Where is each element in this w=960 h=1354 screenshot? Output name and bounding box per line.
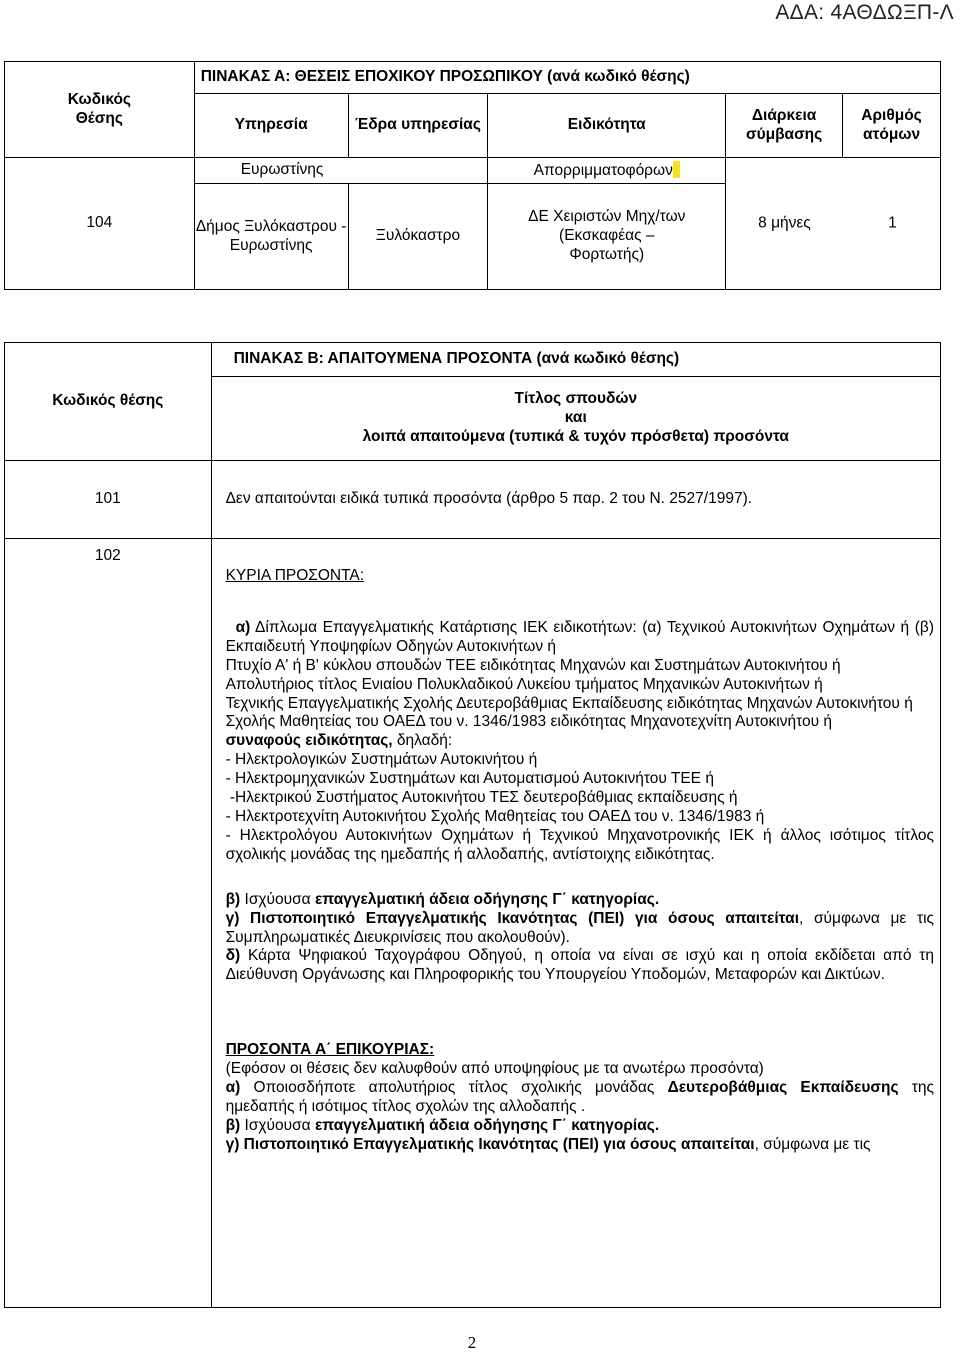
ada-code: ΑΔΑ: 4ΑΘΔΩΞΠ-Λ xyxy=(775,1,954,24)
row-service: Δήμος Ξυλόκαστρου - Ευρωστίνης xyxy=(194,184,348,290)
table-b xyxy=(4,342,941,1308)
row-101-text: Δεν απαιτούνται ειδικά τυπικά προσόντα (άρθρο 5 παρ. 2 του Ν. 2527/1997). xyxy=(211,461,940,539)
qual-a-line: Σχολής Μαθητείας του ΟΑΕΔ του ν. 1346/1983 ειδικότητας Μηχανοτεχνίτη Αυτοκινήτου ή xyxy=(225,713,833,731)
row-102-code: 102 xyxy=(5,539,212,1308)
row-duration: 8 μήνες xyxy=(758,214,811,232)
qual-bullet: - Ηλεκτροτεχνίτη Αυτοκινήτου Σχολής Μαθητείας του ΟΑΕΔ του ν. 1346/1983 ή xyxy=(225,807,765,825)
row-code: 104 xyxy=(5,158,195,290)
qual-c: γ) Πιστοποιητικό Επαγγελματικής Ικανότητας (ΠΕΙ) για όσους απαιτείται, σύμφωνα με τις Συμπληρωματικές Διευκρινίσεις που ακολουθούν). xyxy=(225,909,934,946)
group-specialty: Απορριμματοφόρων xyxy=(488,158,726,184)
row-seat: Ξυλόκαστρο xyxy=(348,184,488,290)
aux-note: (Εφόσον οι θέσεις δεν καλυφθούν από υποψηφίους με τα ανωτέρω προσόντα) xyxy=(225,1060,764,1078)
qual-a-line: Τεχνικής Επαγγελματικής Σχολής Δευτεροβάθμιας Εκπαίδευσης ειδικότητας Μηχανών Αυτοκινήτου ή xyxy=(225,694,913,712)
qual-a: α) Δίπλωμα Επαγγελματικής Κατάρτισης ΙΕΚ ειδικοτήτων: (α) Τεχνικού Αυτοκινήτων Οχημάτων ή (β) Εκπαιδευτή Υποψηφίων Οδηγών Αυτοκινήτων ή xyxy=(225,618,934,655)
qual-bullet: -Ηλεκτρικού Συστήματος Αυτοκινήτου ΤΕΣ δευτεροβάθμιας εκπαίδευσης ή xyxy=(225,789,738,807)
qual-d: δ) Κάρτα Ψηφιακού Ταχογράφου Οδηγού, η οποία να είναι σε ισχύ και η οποία εκδίδεται από τη Διεύθυνση Οργάνωσης και Πληροφορικής του Υπουργείου Υποδομών, Μεταφορών και Δικτύων. xyxy=(225,947,934,984)
qual-bullet: - Ηλεκτρολογικών Συστημάτων Αυτοκινήτου ή xyxy=(225,751,538,769)
table-a-title: ΠΙΝΑΚΑΣ Α: ΘΕΣΕΙΣ ΕΠΟΧΙΚΟΥ ΠΡΟΣΩΠΙΚΟΥ (ανά κωδικό θέσης) xyxy=(194,62,940,94)
row-count: 1 xyxy=(888,214,897,232)
row-102-text xyxy=(211,539,940,1308)
aux-b: β) Ισχύουσα επαγγελματική άδεια οδήγησης Γ΄ κατηγορίας. xyxy=(225,1116,660,1134)
aux-heading: ΠΡΟΣΟΝΤΑ Α΄ ΕΠΙΚΟΥΡΙΑΣ: xyxy=(225,1041,435,1059)
qual-a-line: Απολυτήριος τίτλος Ενιαίου Πολυκλαδικού Λυκείου τμήματος Μηχανικών Αυτοκινήτων ή xyxy=(225,675,823,693)
col-count-header: Αριθμός ατόμων xyxy=(843,94,941,158)
qual-bullet: - Ηλεκτρολόγου Αυτοκινήτων Οχημάτων ή Τεχνικού Μηχανοτρονικής ΙΕΚ ή άλλος ισότιμος τίτλος σχολικής μονάδας της ημεδαπής ή αλλοδαπής, αντίστοιχης ειδικότητας. xyxy=(225,826,934,863)
col-seat-header: Έδρα υπηρεσίας xyxy=(348,94,488,158)
aux-a: α) Οποιοσδήποτε απολυτήριος τίτλος σχολικής μονάδας Δευτεροβάθμιας Εκπαίδευσης της ημεδαπής ή ισότιμος τίτλος σχολών της αλλοδαπής . xyxy=(225,1079,934,1115)
qual-b: β) Ισχύουσα επαγγελματική άδεια οδήγησης Γ΄ κατηγορίας. xyxy=(225,890,660,908)
row-101-code: 101 xyxy=(5,461,212,539)
duration-count-cell xyxy=(726,158,941,290)
row-specialty: ΔΕ Χειριστών Μηχ/των (Εκσκαφέας – Φορτωτής) xyxy=(488,184,726,290)
highlight-mark xyxy=(673,161,680,178)
col-code-header-b: Κωδικός θέσης xyxy=(5,343,212,461)
qual-a-line: Πτυχίο Α' ή Β' κύκλου σπουδών ΤΕΕ ειδικότητας Μηχανών και Συστημάτων Αυτοκινήτου ή xyxy=(225,656,841,674)
group-service: Ευρωστίνης xyxy=(194,158,488,184)
col-requirements-header: Τίτλος σπουδών και λοιπά απαιτούμενα (τυπικά & τυχόν πρόσθετα) προσόντα xyxy=(211,377,940,461)
col-duration-header: Διάρκεια σύμβασης xyxy=(726,94,843,158)
col-service-header: Υπηρεσία xyxy=(194,94,348,158)
col-code-header: Κωδικός Θέσης xyxy=(5,62,195,158)
main-heading: ΚΥΡΙΑ ΠΡΟΣΟΝΤΑ: xyxy=(225,567,365,584)
col-specialty-header: Ειδικότητα xyxy=(488,94,726,158)
qual-bullet: - Ηλεκτρομηχανικών Συστημάτων και Αυτοματισμού Αυτοκινήτου ΤΕΕ ή xyxy=(225,770,714,788)
qual-a-line: συναφούς ειδικότητας, δηλαδή: xyxy=(225,732,453,750)
table-b-title: ΠΙΝΑΚΑΣ Β: ΑΠΑΙΤΟΥΜΕΝΑ ΠΡΟΣΟΝΤΑ (ανά κωδικό θέσης) xyxy=(211,343,940,377)
aux-c: γ) Πιστοποιητικό Επαγγελματικής Ικανότητας (ΠΕΙ) για όσους απαιτείται, σύμφωνα με τις xyxy=(225,1135,871,1153)
page-number: 2 xyxy=(467,1333,477,1352)
table-a xyxy=(4,61,941,290)
